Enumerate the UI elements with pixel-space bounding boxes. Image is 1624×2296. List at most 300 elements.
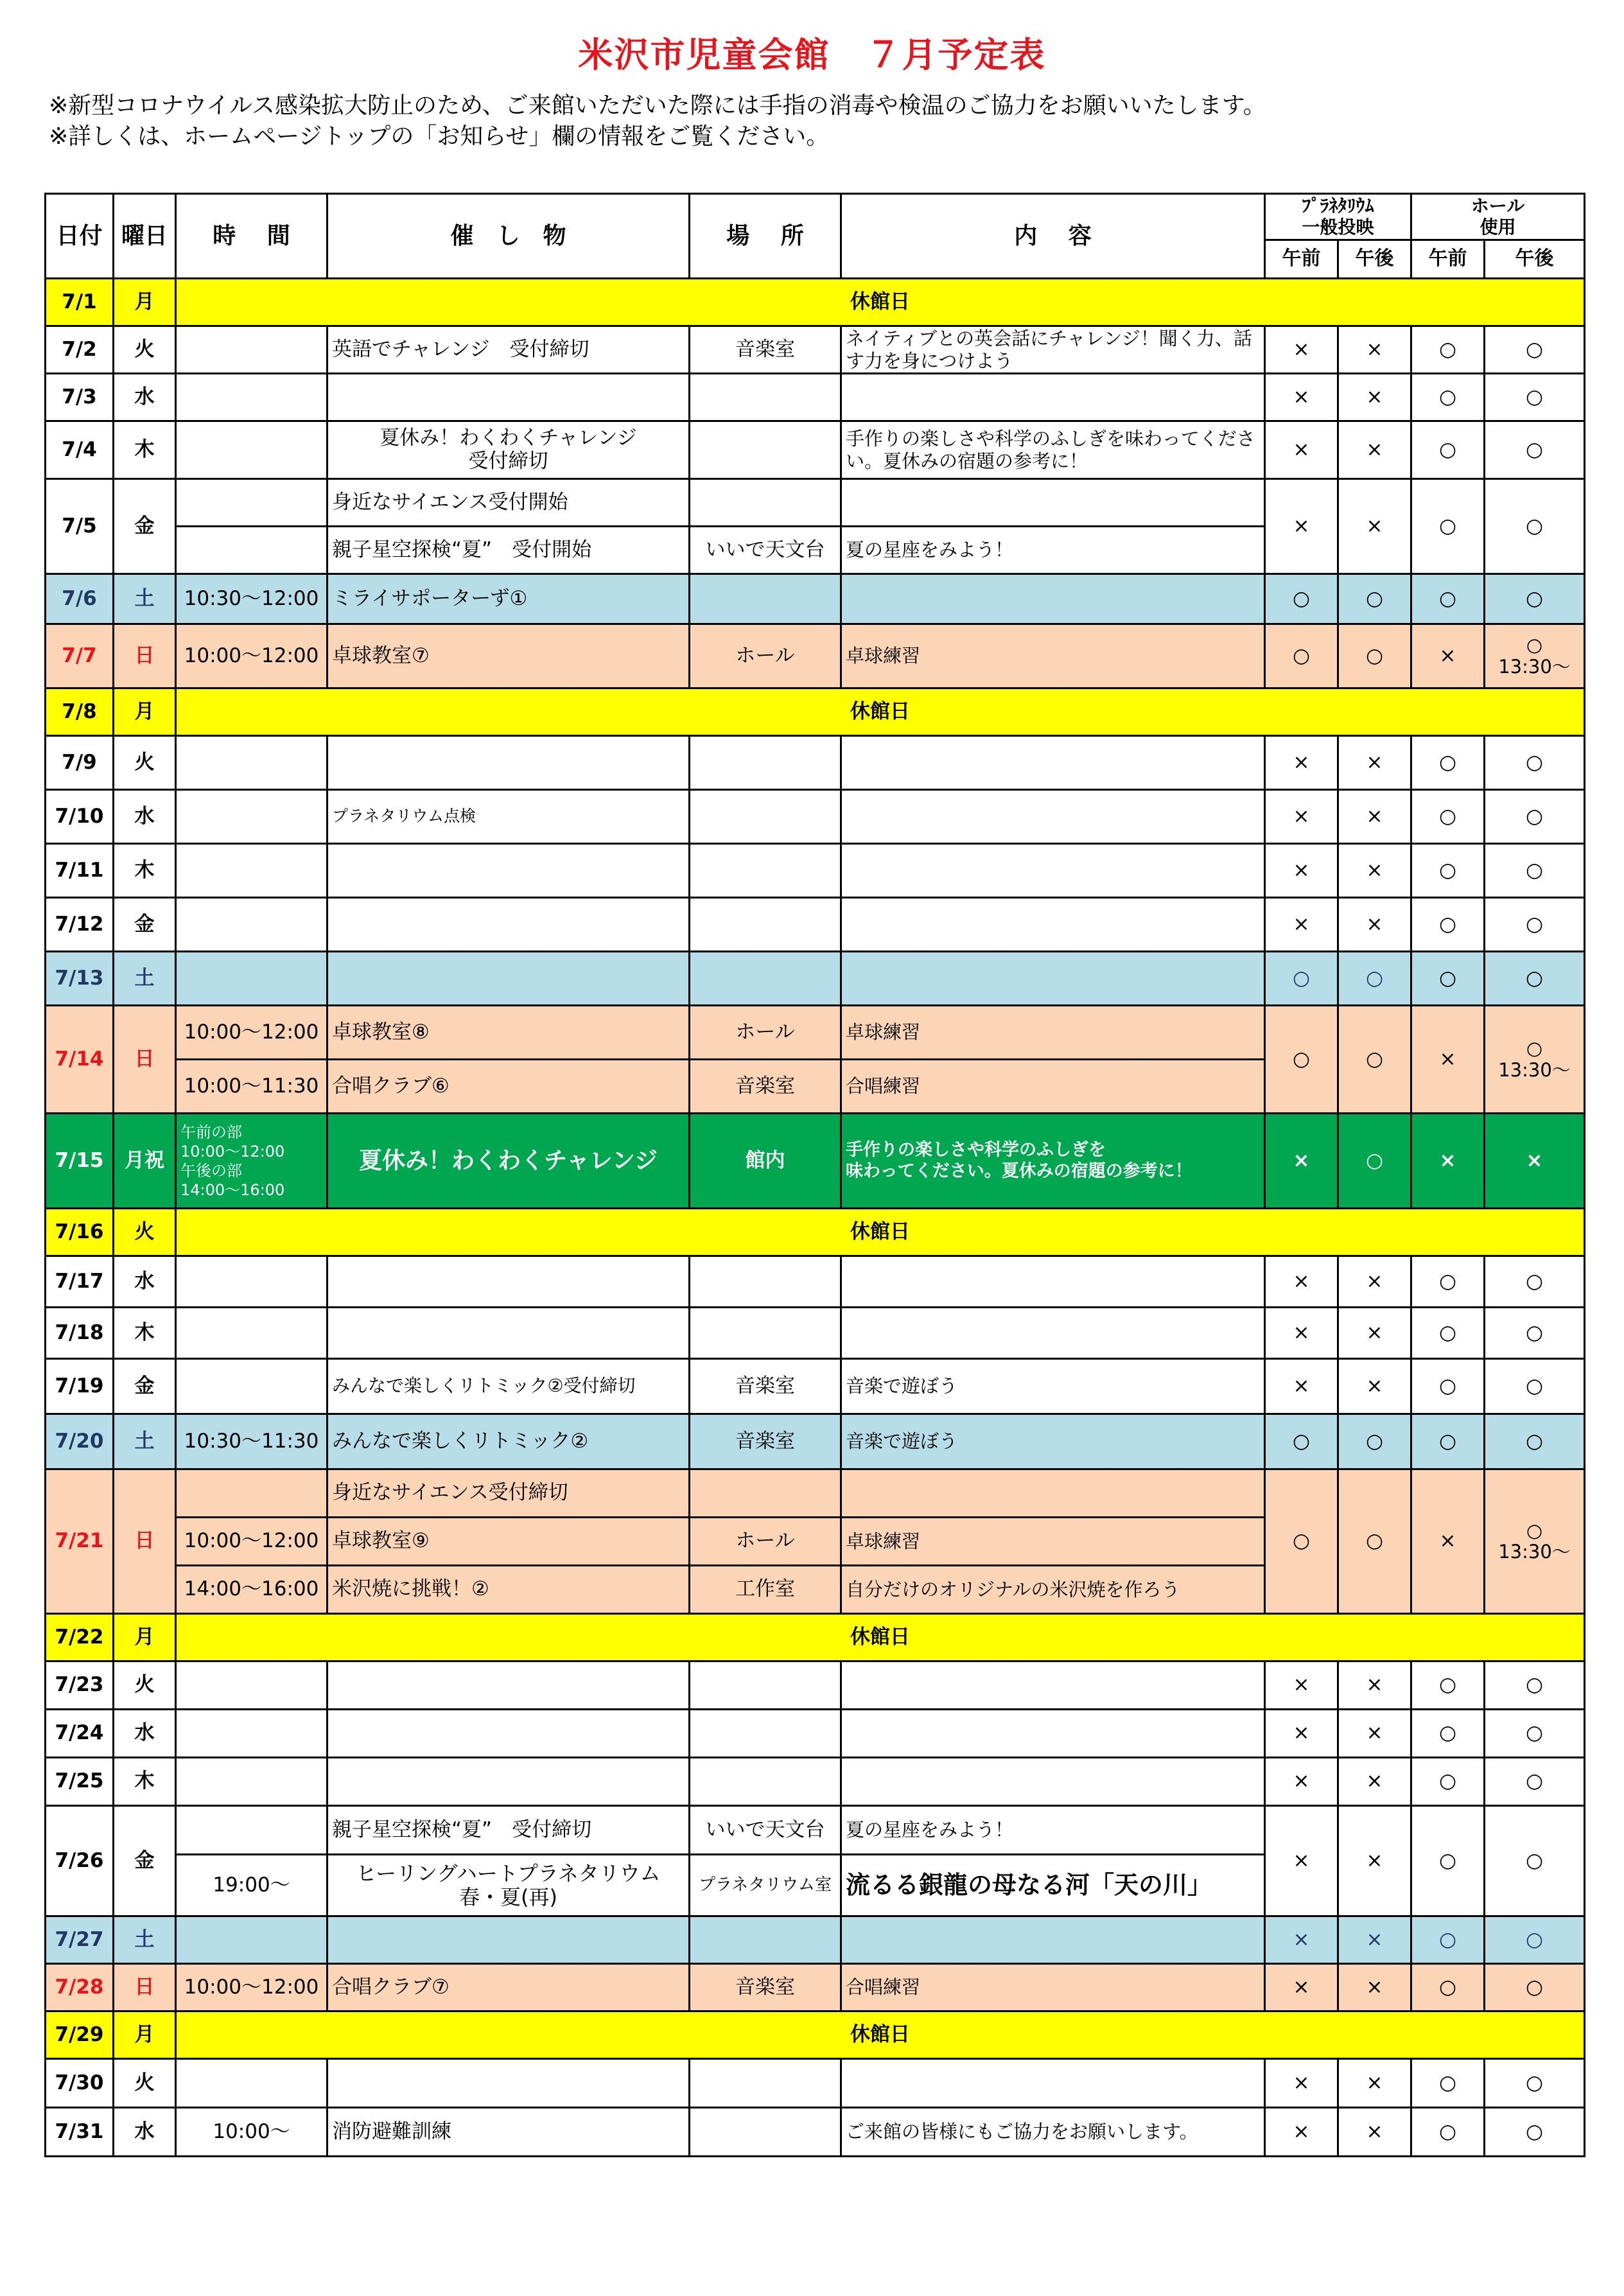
- table-row: [46, 1114, 1585, 1209]
- header-hall-am: 午前: [1411, 240, 1485, 279]
- event-cell: プラネタリウム点検: [327, 790, 690, 844]
- date-cell: 7/9: [46, 736, 114, 790]
- content-cell: 卓球練習: [841, 624, 1265, 688]
- content-cell: [841, 479, 1265, 527]
- hall-pm-cell: ○: [1485, 1359, 1585, 1414]
- hall-pm-cell: ○: [1485, 1964, 1585, 2011]
- content-cell: [841, 1710, 1265, 1758]
- content-cell: [841, 952, 1265, 1006]
- hall-pm-cell: ○: [1485, 2059, 1585, 2108]
- planetarium-pm-cell: ○: [1338, 624, 1411, 688]
- hall-am-cell: ○: [1411, 1256, 1485, 1308]
- table-row: [46, 479, 1585, 527]
- planetarium-pm-cell: ×: [1338, 1916, 1411, 1964]
- event-cell: ミライサポーターず①: [327, 574, 690, 624]
- content-cell: [841, 574, 1265, 624]
- time-cell: [176, 1806, 327, 1855]
- time-cell: 午前の部 10:00～12:00 午後の部 14:00～16:00: [176, 1114, 327, 1209]
- weekday-cell: 木: [114, 1758, 176, 1806]
- place-cell: [690, 2059, 841, 2108]
- table-row: [46, 1964, 1585, 2011]
- hall-pm-cell: ○: [1485, 1308, 1585, 1359]
- hall-pm-cell: ○: [1485, 1710, 1585, 1758]
- weekday-cell: 水: [114, 1256, 176, 1308]
- hall-pm-cell: ○: [1485, 898, 1585, 952]
- hall-am-cell: ○: [1411, 1661, 1485, 1710]
- event-cell: [327, 1256, 690, 1308]
- hall-pm-cell: ○ 13:30～: [1485, 624, 1585, 688]
- hall-pm-cell: ×: [1485, 1114, 1585, 1209]
- place-cell: ホール: [690, 1518, 841, 1566]
- time-cell: [176, 1916, 327, 1964]
- planetarium-pm-cell: ×: [1338, 1359, 1411, 1414]
- date-cell: 7/28: [46, 1964, 114, 2011]
- hall-am-cell: ○: [1411, 421, 1485, 479]
- content-cell: 音楽で遊ぼう: [841, 1414, 1265, 1469]
- notice-line-1: ※新型コロナウイルス感染拡大防止のため、ご来館いただいた際には手指の消毒や検温のご協力をお願いいたします。: [49, 92, 1266, 119]
- event-cell: みんなで楽しくリトミック②受付締切: [327, 1359, 690, 1414]
- planetarium-am-cell: ×: [1265, 1661, 1338, 1710]
- time-cell: [176, 479, 327, 527]
- weekday-cell: 金: [114, 1806, 176, 1916]
- weekday-cell: 土: [114, 952, 176, 1006]
- event-cell: [327, 374, 690, 421]
- content-cell: 卓球練習: [841, 1006, 1265, 1060]
- content-cell: [841, 1308, 1265, 1359]
- event-cell: 夏休み！わくわくチャレンジ: [327, 1114, 690, 1209]
- weekday-cell: 土: [114, 574, 176, 624]
- event-cell: 合唱クラブ⑥: [327, 1060, 690, 1114]
- time-cell: [176, 736, 327, 790]
- event-cell: [327, 2059, 690, 2108]
- hall-pm-cell: ○: [1485, 374, 1585, 421]
- weekday-cell: 火: [114, 2059, 176, 2108]
- time-cell: [176, 1256, 327, 1308]
- planetarium-pm-cell: ×: [1338, 736, 1411, 790]
- hall-am-cell: ○: [1411, 952, 1485, 1006]
- table-row: [46, 1806, 1585, 1855]
- planetarium-am-cell: ×: [1265, 898, 1338, 952]
- time-cell: 14:00～16:00: [176, 1566, 327, 1614]
- table-row: [46, 1710, 1585, 1758]
- closed-cell: 休館日: [176, 279, 1585, 326]
- hall-pm-cell: ○: [1485, 1916, 1585, 1964]
- planetarium-pm-cell: ○: [1338, 1114, 1411, 1209]
- date-cell: 7/2: [46, 326, 114, 374]
- place-cell: [690, 374, 841, 421]
- weekday-cell: 日: [114, 1006, 176, 1114]
- hall-am-cell: ○: [1411, 2059, 1485, 2108]
- event-cell: 親子星空探検“夏” 受付締切: [327, 1806, 690, 1855]
- hall-am-cell: ○: [1411, 1308, 1485, 1359]
- weekday-cell: 木: [114, 421, 176, 479]
- planetarium-pm-cell: ○: [1338, 1469, 1411, 1614]
- planetarium-am-cell: ×: [1265, 479, 1338, 574]
- weekday-cell: 金: [114, 898, 176, 952]
- table-row: [46, 898, 1585, 952]
- date-cell: 7/21: [46, 1469, 114, 1614]
- date-cell: 7/8: [46, 688, 114, 736]
- closed-cell: 休館日: [176, 1209, 1585, 1256]
- weekday-cell: 土: [114, 1916, 176, 1964]
- time-cell: [176, 790, 327, 844]
- weekday-cell: 木: [114, 844, 176, 898]
- content-cell: [841, 844, 1265, 898]
- planetarium-am-cell: ○: [1265, 1414, 1338, 1469]
- place-cell: [690, 898, 841, 952]
- content-cell: 手作りの楽しさや科学のふしぎを味わってください。夏休みの宿題の参考に！: [841, 421, 1265, 479]
- event-cell: [327, 844, 690, 898]
- notice-line-2: ※詳しくは、ホームページトップの「お知らせ」欄の情報をご覧ください。: [49, 123, 830, 150]
- planetarium-pm-cell: ×: [1338, 790, 1411, 844]
- date-cell: 7/13: [46, 952, 114, 1006]
- planetarium-am-cell: ×: [1265, 2108, 1338, 2157]
- time-cell: 10:00～12:00: [176, 1006, 327, 1060]
- date-cell: 7/14: [46, 1006, 114, 1114]
- table-row: [46, 1758, 1585, 1806]
- hall-pm-cell: ○: [1485, 479, 1585, 574]
- planetarium-am-cell: ×: [1265, 736, 1338, 790]
- closed-cell: 休館日: [176, 688, 1585, 736]
- event-cell: 親子星空探検“夏” 受付開始: [327, 527, 690, 574]
- planetarium-am-cell: ×: [1265, 790, 1338, 844]
- hall-am-cell: ○: [1411, 1806, 1485, 1916]
- planetarium-am-cell: ○: [1265, 952, 1338, 1006]
- hall-pm-cell: ○: [1485, 736, 1585, 790]
- weekday-cell: 水: [114, 2108, 176, 2157]
- table-row: [46, 574, 1585, 624]
- event-cell: 合唱クラブ⑦: [327, 1964, 690, 2011]
- place-cell: [690, 1758, 841, 1806]
- hall-am-cell: ×: [1411, 1114, 1485, 1209]
- table-row: [46, 790, 1585, 844]
- content-cell: 合唱練習: [841, 1060, 1265, 1114]
- place-cell: 館内: [690, 1114, 841, 1209]
- hall-am-cell: ○: [1411, 790, 1485, 844]
- hall-pm-cell: ○: [1485, 844, 1585, 898]
- place-cell: ホール: [690, 624, 841, 688]
- event-cell: [327, 1758, 690, 1806]
- hall-pm-cell: ○: [1485, 790, 1585, 844]
- content-cell: 夏の星座をみよう！: [841, 1806, 1265, 1855]
- weekday-cell: 火: [114, 736, 176, 790]
- date-cell: 7/1: [46, 279, 114, 326]
- time-cell: 10:00～12:00: [176, 1518, 327, 1566]
- planetarium-pm-cell: ×: [1338, 2108, 1411, 2157]
- hall-am-cell: ×: [1411, 1469, 1485, 1614]
- place-cell: 工作室: [690, 1566, 841, 1614]
- time-cell: [176, 844, 327, 898]
- event-cell: [327, 1710, 690, 1758]
- weekday-cell: 水: [114, 790, 176, 844]
- date-cell: 7/16: [46, 1209, 114, 1256]
- header-planetarium-am: 午前: [1265, 240, 1338, 279]
- date-cell: 7/29: [46, 2011, 114, 2059]
- header-dow: 曜日: [114, 194, 176, 279]
- hall-am-cell: ○: [1411, 736, 1485, 790]
- planetarium-am-cell: ×: [1265, 326, 1338, 374]
- table-row: [46, 1661, 1585, 1710]
- date-cell: 7/20: [46, 1414, 114, 1469]
- event-cell: [327, 736, 690, 790]
- closed-cell: 休館日: [176, 2011, 1585, 2059]
- place-cell: [690, 2108, 841, 2157]
- place-cell: [690, 574, 841, 624]
- event-cell: [327, 1916, 690, 1964]
- planetarium-am-cell: ×: [1265, 374, 1338, 421]
- planetarium-am-cell: ○: [1265, 1469, 1338, 1614]
- planetarium-pm-cell: ×: [1338, 1308, 1411, 1359]
- place-cell: [690, 1916, 841, 1964]
- event-cell: 卓球教室⑨: [327, 1518, 690, 1566]
- weekday-cell: 月: [114, 279, 176, 326]
- planetarium-am-cell: ○: [1265, 624, 1338, 688]
- hall-am-cell: ○: [1411, 1359, 1485, 1414]
- header-hall: ホール 使用: [1411, 194, 1585, 240]
- planetarium-pm-cell: ×: [1338, 479, 1411, 574]
- event-cell: 夏休み！わくわくチャレンジ 受付締切: [327, 421, 690, 479]
- planetarium-am-cell: ×: [1265, 1359, 1338, 1414]
- time-cell: [176, 527, 327, 574]
- hall-pm-cell: ○: [1485, 952, 1585, 1006]
- event-cell: みんなで楽しくリトミック②: [327, 1414, 690, 1469]
- weekday-cell: 月: [114, 2011, 176, 2059]
- planetarium-pm-cell: ○: [1338, 1006, 1411, 1114]
- table-row: [46, 688, 1585, 736]
- event-cell: ヒーリングハートプラネタリウム 春・夏(再): [327, 1855, 690, 1916]
- weekday-cell: 木: [114, 1308, 176, 1359]
- date-cell: 7/23: [46, 1661, 114, 1710]
- table-row: [46, 279, 1585, 326]
- place-cell: [690, 952, 841, 1006]
- header-planetarium-pm: 午後: [1338, 240, 1411, 279]
- hall-pm-cell: ○: [1485, 1661, 1585, 1710]
- schedule-table: [44, 193, 1585, 2157]
- place-cell: [690, 844, 841, 898]
- place-cell: [690, 421, 841, 479]
- event-cell: 米沢焼に挑戦！②: [327, 1566, 690, 1614]
- planetarium-am-cell: ×: [1265, 1114, 1338, 1209]
- date-cell: 7/18: [46, 1308, 114, 1359]
- place-cell: 音楽室: [690, 326, 841, 374]
- hall-pm-cell: ○: [1485, 421, 1585, 479]
- hall-am-cell: ○: [1411, 479, 1485, 574]
- place-cell: 音楽室: [690, 1359, 841, 1414]
- planetarium-pm-cell: ×: [1338, 421, 1411, 479]
- weekday-cell: 金: [114, 1359, 176, 1414]
- time-cell: 10:00～11:30: [176, 1060, 327, 1114]
- planetarium-pm-cell: ○: [1338, 952, 1411, 1006]
- content-cell: ご来館の皆様にもご協力をお願いします。: [841, 2108, 1265, 2157]
- date-cell: 7/24: [46, 1710, 114, 1758]
- planetarium-pm-cell: ○: [1338, 574, 1411, 624]
- hall-am-cell: ○: [1411, 574, 1485, 624]
- planetarium-am-cell: ×: [1265, 844, 1338, 898]
- time-cell: 10:00～12:00: [176, 1964, 327, 2011]
- date-cell: 7/11: [46, 844, 114, 898]
- table-row: [46, 1916, 1585, 1964]
- weekday-cell: 金: [114, 479, 176, 574]
- content-cell: [841, 1469, 1265, 1518]
- table-row: [46, 421, 1585, 479]
- table-row: [46, 2059, 1585, 2108]
- hall-pm-cell: ○ 13:30～: [1485, 1469, 1585, 1614]
- date-cell: 7/27: [46, 1916, 114, 1964]
- event-cell: 卓球教室⑧: [327, 1006, 690, 1060]
- event-cell: 消防避難訓練: [327, 2108, 690, 2157]
- date-cell: 7/10: [46, 790, 114, 844]
- content-cell: 合唱練習: [841, 1964, 1265, 2011]
- time-cell: 10:00～12:00: [176, 624, 327, 688]
- header-date: 日付: [46, 194, 114, 279]
- content-cell: [841, 790, 1265, 844]
- time-cell: 10:00～: [176, 2108, 327, 2157]
- closed-cell: 休館日: [176, 1614, 1585, 1661]
- planetarium-pm-cell: ×: [1338, 1806, 1411, 1916]
- time-cell: 10:30～11:30: [176, 1414, 327, 1469]
- header-event: 催 し 物: [327, 194, 690, 279]
- hall-am-cell: ○: [1411, 1916, 1485, 1964]
- place-cell: ホール: [690, 1006, 841, 1060]
- content-cell: [841, 898, 1265, 952]
- weekday-cell: 火: [114, 326, 176, 374]
- hall-am-cell: ○: [1411, 1758, 1485, 1806]
- planetarium-am-cell: ×: [1265, 2059, 1338, 2108]
- weekday-cell: 月: [114, 1614, 176, 1661]
- place-cell: [690, 1661, 841, 1710]
- time-cell: [176, 1710, 327, 1758]
- date-cell: 7/4: [46, 421, 114, 479]
- time-cell: [176, 326, 327, 374]
- place-cell: [690, 1256, 841, 1308]
- event-cell: 卓球教室⑦: [327, 624, 690, 688]
- planetarium-pm-cell: ×: [1338, 1964, 1411, 2011]
- header-content: 内 容: [841, 194, 1265, 279]
- weekday-cell: 日: [114, 1469, 176, 1614]
- place-cell: 音楽室: [690, 1414, 841, 1469]
- weekday-cell: 火: [114, 1209, 176, 1256]
- table-row: [46, 1006, 1585, 1060]
- hall-pm-cell: ○: [1485, 1806, 1585, 1916]
- planetarium-am-cell: ×: [1265, 1710, 1338, 1758]
- place-cell: プラネタリウム室: [690, 1855, 841, 1916]
- planetarium-am-cell: ×: [1265, 1256, 1338, 1308]
- place-cell: [690, 1469, 841, 1518]
- hall-am-cell: ○: [1411, 326, 1485, 374]
- event-cell: [327, 1308, 690, 1359]
- content-cell: 卓球練習: [841, 1518, 1265, 1566]
- planetarium-am-cell: ○: [1265, 574, 1338, 624]
- header-time: 時 間: [176, 194, 327, 279]
- time-cell: [176, 952, 327, 1006]
- page-title: 米沢市児童会館 ７月予定表: [578, 35, 1046, 75]
- content-cell: [841, 374, 1265, 421]
- place-cell: [690, 1308, 841, 1359]
- place-cell: いいで天文台: [690, 527, 841, 574]
- table-row: [46, 952, 1585, 1006]
- hall-pm-cell: ○ 13:30～: [1485, 1006, 1585, 1114]
- time-cell: [176, 1469, 327, 1518]
- date-cell: 7/17: [46, 1256, 114, 1308]
- planetarium-am-cell: ×: [1265, 1806, 1338, 1916]
- content-cell: 夏の星座をみよう！: [841, 527, 1265, 574]
- date-cell: 7/15: [46, 1114, 114, 1209]
- table-row: [46, 1614, 1585, 1661]
- hall-am-cell: ○: [1411, 1964, 1485, 2011]
- planetarium-pm-cell: ×: [1338, 1710, 1411, 1758]
- event-cell: [327, 898, 690, 952]
- planetarium-am-cell: ×: [1265, 1916, 1338, 1964]
- planetarium-am-cell: ×: [1265, 1758, 1338, 1806]
- place-cell: [690, 736, 841, 790]
- hall-am-cell: ○: [1411, 898, 1485, 952]
- content-cell: 流るる銀龍の母なる河「天の川」: [841, 1855, 1265, 1916]
- weekday-cell: 日: [114, 624, 176, 688]
- time-cell: [176, 1308, 327, 1359]
- weekday-cell: 月祝: [114, 1114, 176, 1209]
- table-row: [46, 1469, 1585, 1518]
- planetarium-pm-cell: ×: [1338, 2059, 1411, 2108]
- time-cell: [176, 421, 327, 479]
- table-row: [46, 1414, 1585, 1469]
- date-cell: 7/3: [46, 374, 114, 421]
- planetarium-pm-cell: ×: [1338, 326, 1411, 374]
- planetarium-am-cell: ×: [1265, 1964, 1338, 2011]
- date-cell: 7/26: [46, 1806, 114, 1916]
- date-cell: 7/31: [46, 2108, 114, 2157]
- date-cell: 7/12: [46, 898, 114, 952]
- content-cell: ネイティブとの英会話にチャレンジ！聞く力、話す力を身につけよう: [841, 326, 1265, 374]
- weekday-cell: 水: [114, 374, 176, 421]
- time-cell: [176, 898, 327, 952]
- hall-am-cell: ○: [1411, 1710, 1485, 1758]
- time-cell: [176, 374, 327, 421]
- place-cell: [690, 1710, 841, 1758]
- content-cell: [841, 1256, 1265, 1308]
- table-row: [46, 736, 1585, 790]
- time-cell: [176, 1359, 327, 1414]
- table-row: [46, 2011, 1585, 2059]
- event-cell: [327, 1661, 690, 1710]
- place-cell: いいで天文台: [690, 1806, 841, 1855]
- weekday-cell: 水: [114, 1710, 176, 1758]
- time-cell: [176, 1758, 327, 1806]
- date-cell: 7/19: [46, 1359, 114, 1414]
- hall-pm-cell: ○: [1485, 1256, 1585, 1308]
- hall-am-cell: ○: [1411, 2108, 1485, 2157]
- content-cell: 手作りの楽しさや科学のふしぎを 味わってください。夏休みの宿題の参考に！: [841, 1114, 1265, 1209]
- table-row: [46, 1209, 1585, 1256]
- table-row: [46, 1308, 1585, 1359]
- content-cell: 自分だけのオリジナルの米沢焼を作ろう: [841, 1566, 1265, 1614]
- planetarium-pm-cell: ×: [1338, 898, 1411, 952]
- content-cell: [841, 1758, 1265, 1806]
- event-cell: 身近なサイエンス受付締切: [327, 1469, 690, 1518]
- content-cell: [841, 2059, 1265, 2108]
- time-cell: 19:00～: [176, 1855, 327, 1916]
- event-cell: [327, 952, 690, 1006]
- weekday-cell: 土: [114, 1414, 176, 1469]
- header-place: 場 所: [690, 194, 841, 279]
- table-row: [46, 326, 1585, 374]
- hall-pm-cell: ○: [1485, 326, 1585, 374]
- hall-am-cell: ○: [1411, 374, 1485, 421]
- table-row: [46, 2108, 1585, 2157]
- date-cell: 7/22: [46, 1614, 114, 1661]
- hall-am-cell: ×: [1411, 1006, 1485, 1114]
- planetarium-am-cell: ×: [1265, 421, 1338, 479]
- place-cell: [690, 790, 841, 844]
